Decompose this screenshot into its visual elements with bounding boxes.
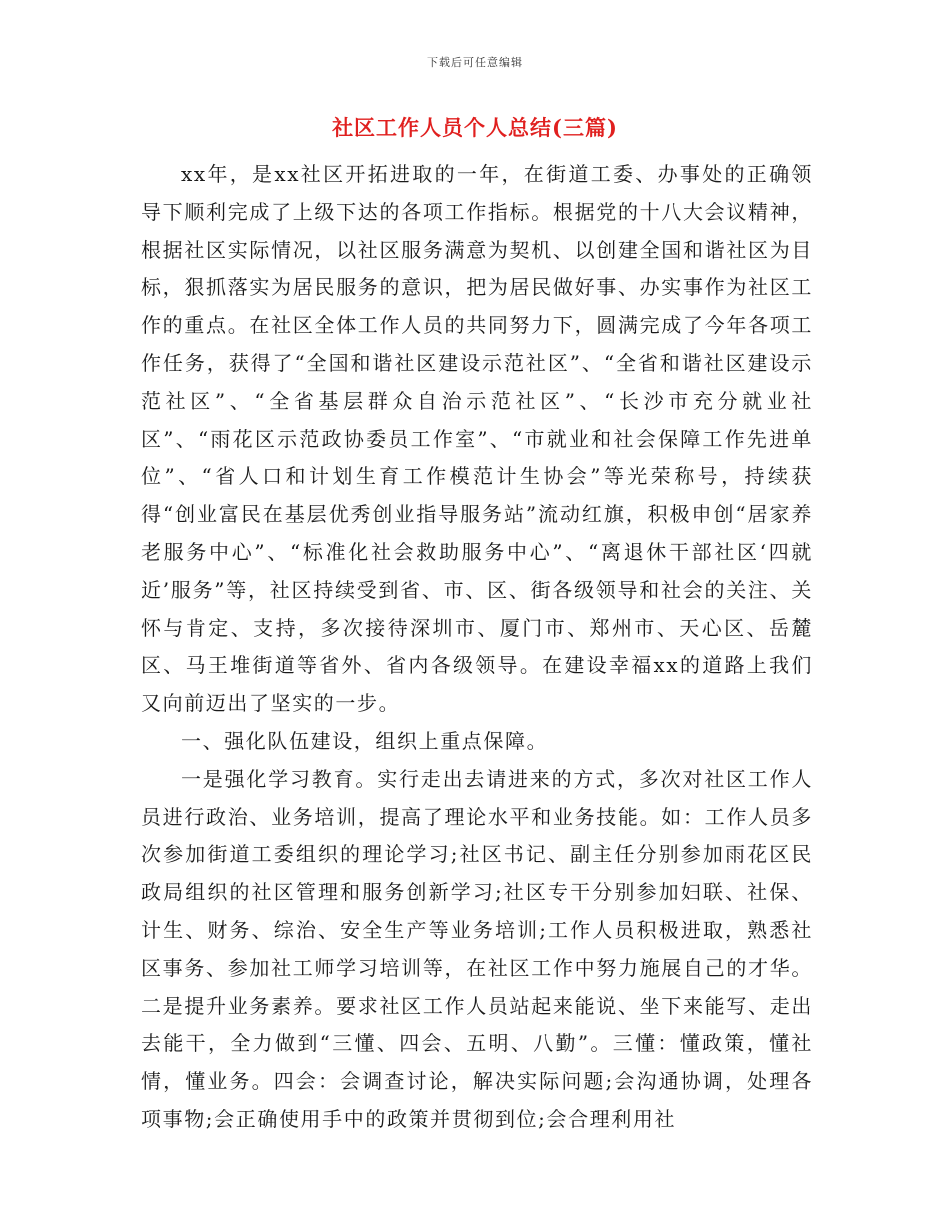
paragraph-intro: xx年，是xx社区开拓进取的一年，在街道工委、办事处的正确领导下顺利完成了上级下达的各项工作指标。根据党的十八大会议精神，根据社区实际情况，以社区服务满意为契机、以创建全国和谐社区为目标，狠抓落实为居民服务的意识，把为居民做好事、办实事作为社区工作的重点。在社区全体工作人员的共同努力下，圆满完成了今年各项工作任务，获得了“全国和谐社区建设示范社区”、“全省和谐社区建设示范社区”、“全省基层群众自治示范社区”、“长沙市充分就业社区”、“雨花区示范政协委员工作室”、“市就业和社会保障工作先进单位”、“省人口和计划生育工作模范计生协会”等光荣称号，持续获得“创业富民在基层优秀创业指导服务站”流动红旗，积极申创“居家养老服务中心”、“标准化社会救助服务中心”、“离退休干部社区‘四就近’服务”等，社区持续受到省、市、区、街各级领导和社会的关注、关怀与肯定、支持，多次接待深圳市、厦门市、郑州市、天心区、岳麓区、马王堆街道等省外、省内各级领导。在建设幸福xx的道路上我们又向前迈出了坚实的一步。 — [141, 162, 813, 716]
document-body — [141, 156, 813, 1139]
header-note: 下载后可任意编辑 — [427, 56, 523, 69]
paragraph-study-education: 一是强化学习教育。实行走出去请进来的方式，多次对社区工作人员进行政治、业务培训，提高了理论水平和业务技能。如：工作人员多次参加街道工委组织的理论学习;社区书记、副主任分别参加雨花区民政局组织的社区管理和服务创新学习;社区专干分别参加妇联、社保、计生、财务、综治、安全生产等业务培训;工作人员积极进取，熟悉社区事务、参加社工师学习培训等，在社区工作中努力施展自己的才华。二是提升业务素养。要求社区工作人员站起来能说、坐下来能写、走出去能干，全力做到“三懂、四会、五明、八勤”。三懂：懂政策，懂社情，懂业务。四会：会调查讨论，解决实际问题;会沟通协调，处理各项事物;会正确使用手中的政策并贯彻到位;会合理利用社 — [141, 766, 813, 1131]
document-title: 社区工作人员个人总结(三篇) — [332, 115, 618, 140]
paragraph-section-heading: 一、强化队伍建设，组织上重点保障。 — [181, 728, 549, 753]
